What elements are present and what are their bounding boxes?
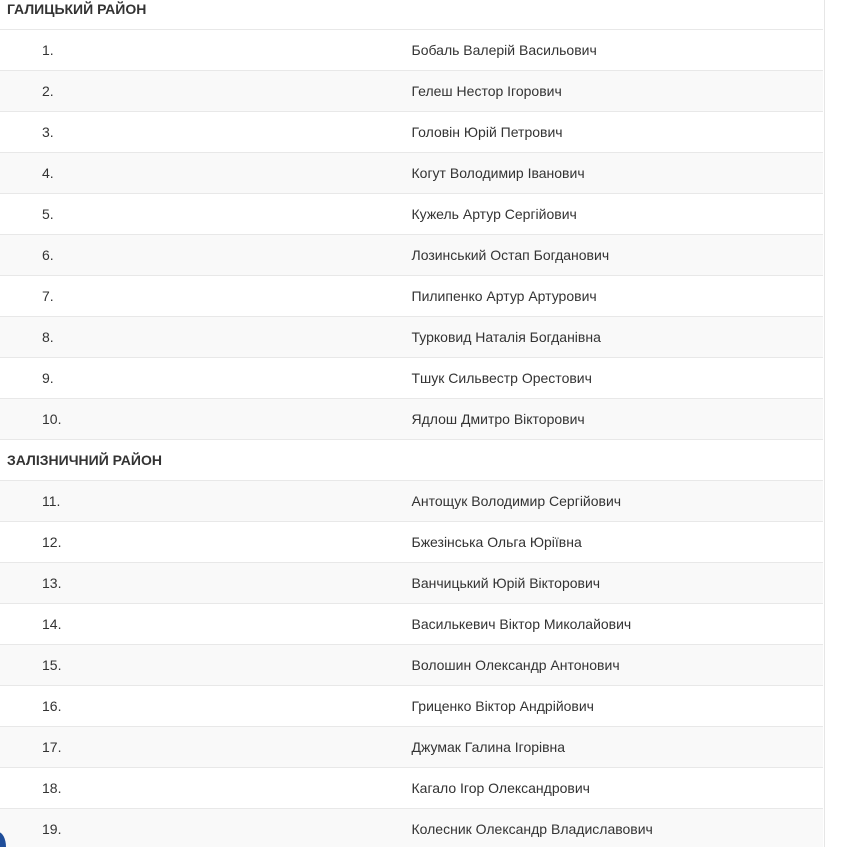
member-name: Ванчицький Юрій Вікторович: [412, 563, 824, 604]
member-name: Бобаль Валерій Васильович: [412, 30, 824, 71]
member-name: Антощук Володимир Сергійович: [412, 481, 824, 522]
row-number: 9.: [0, 358, 412, 399]
row-number: 10.: [0, 399, 412, 440]
table-row: [0, 276, 823, 317]
member-name: Бжезінська Ольга Юріївна: [412, 522, 824, 563]
member-name: Кужель Артур Сергійович: [412, 194, 824, 235]
row-number: 5.: [0, 194, 412, 235]
table-row: [0, 71, 823, 112]
row-number: 17.: [0, 727, 412, 768]
table-row: [0, 768, 823, 809]
district-heading-row: [0, 440, 823, 481]
table-row: [0, 727, 823, 768]
row-number: 7.: [0, 276, 412, 317]
table-row: [0, 809, 823, 847]
district-heading-row: [0, 0, 823, 30]
table-row: [0, 30, 823, 71]
table-row: [0, 645, 823, 686]
member-name: Колесник Олександр Владиславович: [412, 809, 824, 847]
table-row: [0, 112, 823, 153]
member-name: Пилипенко Артур Артурович: [412, 276, 824, 317]
table-row: [0, 604, 823, 645]
row-number: 12.: [0, 522, 412, 563]
member-name: Головін Юрій Петрович: [412, 112, 824, 153]
member-name: Турковид Наталія Богданівна: [412, 317, 824, 358]
row-number: 8.: [0, 317, 412, 358]
row-number: 6.: [0, 235, 412, 276]
table-row: [0, 563, 823, 604]
row-number: 11.: [0, 481, 412, 522]
row-number: 18.: [0, 768, 412, 809]
member-name: Тшук Сильвестр Орестович: [412, 358, 824, 399]
row-number: 3.: [0, 112, 412, 153]
row-number: 16.: [0, 686, 412, 727]
table-row: [0, 481, 823, 522]
table-row: [0, 317, 823, 358]
member-name: Гелеш Нестор Ігорович: [412, 71, 824, 112]
table-row: [0, 153, 823, 194]
row-number: 1.: [0, 30, 412, 71]
row-number: 14.: [0, 604, 412, 645]
row-number: 15.: [0, 645, 412, 686]
member-name: Джумак Галина Ігорівна: [412, 727, 824, 768]
table-row: [0, 686, 823, 727]
member-name: Василькевич Віктор Миколайович: [412, 604, 824, 645]
member-name: Кагало Ігор Олександрович: [412, 768, 824, 809]
table-row: [0, 522, 823, 563]
table-row: [0, 194, 823, 235]
member-name: Гриценко Віктор Андрійович: [412, 686, 824, 727]
district-heading: ГАЛИЦЬКИЙ РАЙОН: [0, 0, 823, 30]
district-heading: ЗАЛІЗНИЧНИЙ РАЙОН: [0, 440, 823, 481]
row-number: 4.: [0, 153, 412, 194]
row-number: 2.: [0, 71, 412, 112]
member-name: Когут Володимир Іванович: [412, 153, 824, 194]
member-name: Лозинський Остап Богданович: [412, 235, 824, 276]
member-name: Ядлош Дмитро Вікторович: [412, 399, 824, 440]
member-name: Волошин Олександр Антонович: [412, 645, 824, 686]
table-row: [0, 358, 823, 399]
table-row: [0, 399, 823, 440]
row-number: 13.: [0, 563, 412, 604]
row-number: 19.: [0, 809, 412, 847]
table-row: [0, 235, 823, 276]
